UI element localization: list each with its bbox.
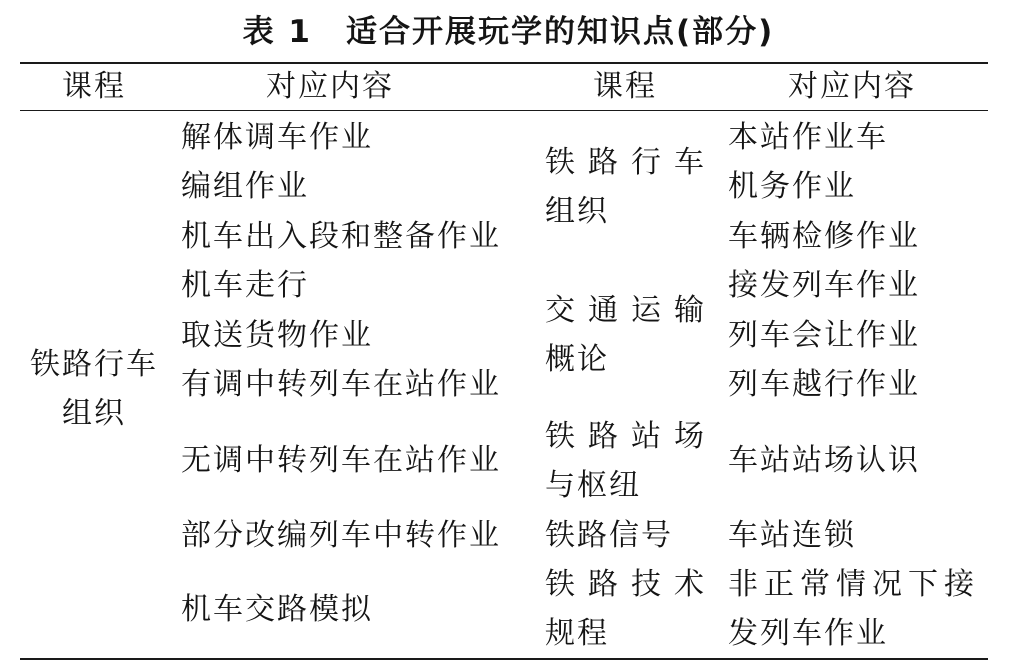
right-item: 车站连锁 bbox=[728, 518, 856, 553]
right-item: 发列车作业 bbox=[728, 616, 888, 651]
left-item: 编组作业 bbox=[181, 169, 309, 204]
right-course-line: 与枢纽 bbox=[545, 468, 641, 503]
table-caption bbox=[0, 10, 1017, 54]
table-title: 适合开展玩学的知识点(部分) bbox=[346, 14, 775, 50]
left-item: 解体调车作业 bbox=[181, 120, 373, 155]
left-course-line-1: 铁路行车 bbox=[30, 347, 158, 382]
right-item: 本站作业车 bbox=[728, 120, 888, 155]
right-course-line: 铁路行车 bbox=[545, 145, 717, 180]
header-content-2: 对应内容 bbox=[788, 69, 916, 104]
right-course-line: 铁路技术 bbox=[545, 567, 717, 602]
right-item: 接发列车作业 bbox=[728, 268, 920, 303]
header-course-2: 课程 bbox=[593, 69, 657, 104]
right-item: 车辆检修作业 bbox=[728, 219, 920, 254]
header-rule bbox=[20, 110, 988, 111]
header-content-1: 对应内容 bbox=[266, 69, 394, 104]
left-item: 机车出入段和整备作业 bbox=[181, 219, 501, 254]
right-course-line: 铁路信号 bbox=[545, 518, 673, 553]
header-course-1: 课程 bbox=[62, 69, 126, 104]
left-item: 取送货物作业 bbox=[181, 318, 373, 353]
right-item: 车站站场认识 bbox=[728, 443, 920, 478]
bottom-rule bbox=[20, 658, 988, 660]
right-item: 非正常情况下接 bbox=[728, 567, 980, 602]
right-item: 列车会让作业 bbox=[728, 318, 920, 353]
left-item: 部分改编列车中转作业 bbox=[181, 518, 501, 553]
left-item: 有调中转列车在站作业 bbox=[181, 367, 501, 402]
top-rule bbox=[20, 62, 988, 64]
right-item: 机务作业 bbox=[728, 169, 856, 204]
left-item: 机车走行 bbox=[181, 268, 309, 303]
right-course-line: 概论 bbox=[545, 342, 609, 377]
table-number: 表 1 bbox=[242, 14, 313, 50]
right-course-line: 规程 bbox=[545, 616, 609, 651]
left-item: 无调中转列车在站作业 bbox=[181, 443, 501, 478]
left-item: 机车交路模拟 bbox=[181, 592, 373, 627]
right-item: 列车越行作业 bbox=[728, 367, 920, 402]
right-course-line: 铁路站场 bbox=[545, 419, 717, 454]
right-course-line: 组织 bbox=[545, 194, 609, 229]
left-course-line-2: 组织 bbox=[62, 396, 126, 431]
right-course-line: 交通运输 bbox=[545, 293, 717, 328]
